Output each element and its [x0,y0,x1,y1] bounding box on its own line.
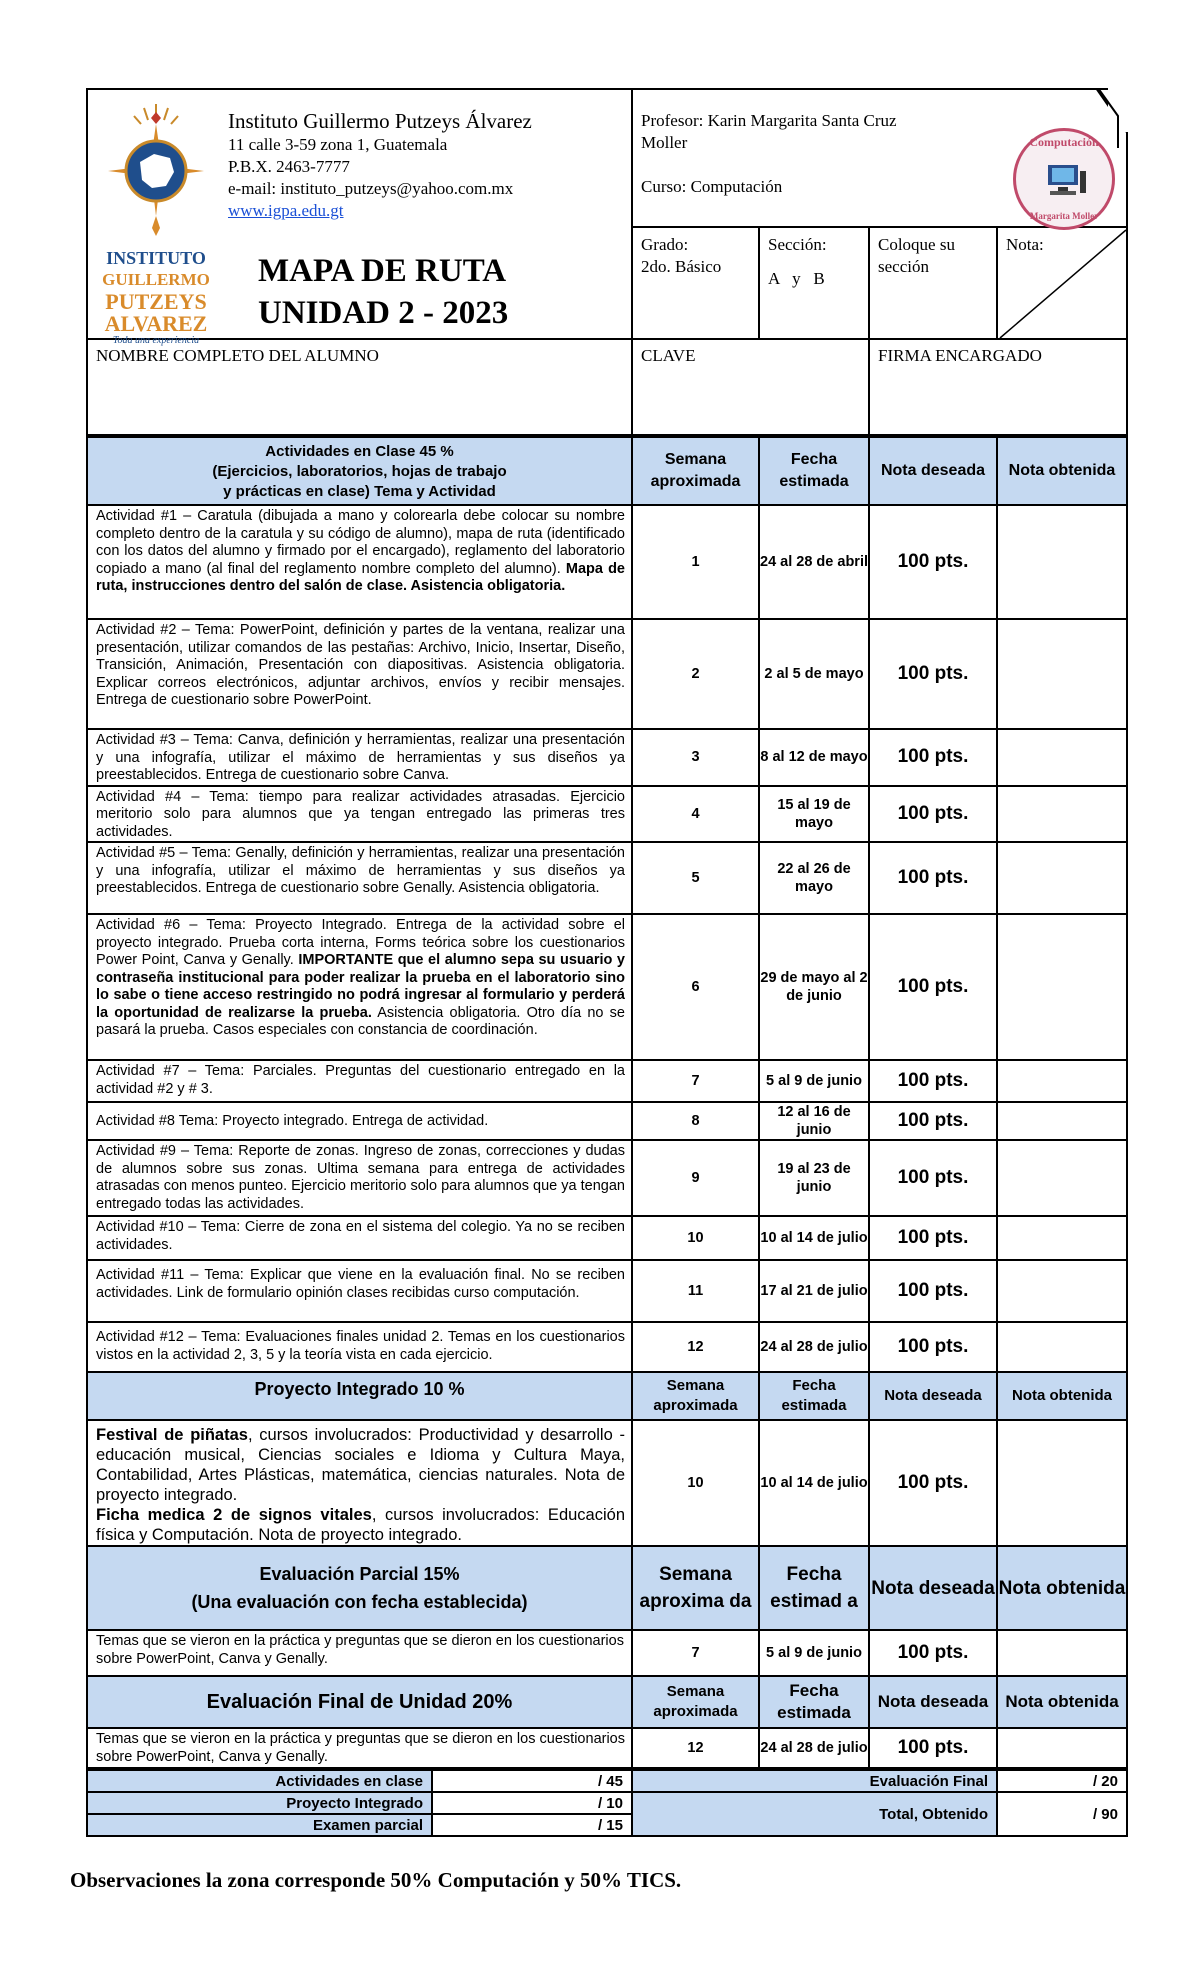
summary-table [86,1769,1128,1837]
activity-description: Actividad #10 – Tema: Cierre de zona en el sistema del colegio. Ya no se reciben actividades. [87,1216,632,1260]
activity-obtained-grade[interactable] [997,505,1127,619]
activity-desired-grade: 100 pts. [869,1102,997,1140]
activity-description: Actividad #7 – Tema: Parciales. Preguntas del cuestionario entregado en la actividad #2 y # 3. [87,1060,632,1102]
institute-cell [87,89,632,346]
badge-bottom-text: Margarita Moller [1029,211,1099,221]
col-obtained-header: Nota obtenida [997,437,1127,505]
class-section-header [87,437,1127,505]
badge-top-text: Computación [1029,135,1099,149]
project-section-title: Proyecto Integrado 10 % [87,1372,632,1420]
activity-week: 2 [632,619,759,729]
table-row [87,914,1127,1060]
col-week-header: Semana aproxima da [632,1546,759,1630]
activity-date: 24 al 28 de julio [759,1322,869,1372]
final-section-title: Evaluación Final de Unidad 20% [87,1676,632,1728]
logo-text-line4: ALVAREZ [104,311,208,336]
activity-desired-grade: 100 pts. [869,842,997,914]
table-row [87,1322,1127,1372]
activity-desired-grade: 100 pts. [869,1216,997,1260]
activity-description: Actividad #12 – Tema: Evaluaciones finales unidad 2. Temas en los cuestionarios vistos en la actividad 2, 3, 5 y la teoría vista en cada ejercicio. [87,1322,632,1372]
activity-obtained-grade[interactable] [997,619,1127,729]
section-cell [759,227,869,339]
activity-date: 29 de mayo al 2 de junio [759,914,869,1060]
final-description: Temas que se vieron en la práctica y preguntas que se dieron en los cuestionarios sobre PowerPoint, Canva y Genally. [87,1728,632,1768]
partial-section-title: Evaluación Parcial 15% [259,1564,460,1584]
col-week-header: Semana aproximada [632,1676,759,1728]
table-row [87,1216,1127,1260]
col-desired-header: Nota deseada [869,1676,997,1728]
activity-week: 8 [632,1102,759,1140]
activities-table [86,436,1128,1769]
col-week-header: Semana aproximada [632,437,759,505]
partial-section-subtitle: (Una evaluación con fecha establecida) [191,1592,528,1612]
col-date-header: Fecha estimada [759,437,869,505]
table-row [87,1102,1127,1140]
activity-text: Actividad #6 – Tema: Proyecto Integrado. Entrega de la actividad sobre el proyecto integrado. Prueba corta interna, Forms teórica sobre los cuestionarios Power Point, Canva y Genally. [96,917,625,968]
institute-address: 11 calle 3-59 zona 1, Guatemala [228,135,448,154]
partial-section-header [87,1546,1127,1630]
partial-week: 7 [632,1630,759,1676]
project-obtained-grade[interactable] [997,1420,1127,1546]
activity-week: 5 [632,842,759,914]
activity-desired-grade: 100 pts. [869,505,997,619]
activity-obtained-grade[interactable] [997,1140,1127,1216]
project-desired-grade: 100 pts. [869,1420,997,1546]
summary-project-value: / 10 [432,1792,632,1814]
activity-desired-grade: 100 pts. [869,914,997,1060]
summary-final-label: Evaluación Final [632,1770,997,1792]
activity-obtained-grade[interactable] [997,1060,1127,1102]
student-name-field[interactable] [87,339,632,435]
key-label: CLAVE [641,346,696,365]
final-date: 24 al 28 de julio [759,1728,869,1768]
institute-website-link[interactable]: www.igpa.edu.gt [228,201,344,220]
table-row [87,505,1127,619]
activity-week: 10 [632,1216,759,1260]
place-section-label: Coloque su sección [878,235,955,276]
activity-description: Actividad #4 – Tema: tiempo para realizar actividades atrasadas. Ejercicio meritorio solo para alumnos que ya tengan entregado las primeras tres actividades. [87,786,632,843]
class-section-subtitle2: y prácticas en clase) Tema y Actividad [223,483,496,500]
col-desired-header: Nota deseada [869,1546,997,1630]
note-label: Nota: [1006,235,1044,254]
partial-desired-grade: 100 pts. [869,1630,997,1676]
summary-total-value: / 90 [997,1792,1127,1836]
table-row [87,1060,1127,1102]
document-subtitle: UNIDAD 2 - 2023 [258,295,509,331]
activity-desired-grade: 100 pts. [869,1060,997,1102]
footer-observations: Observaciones la zona corresponde 50% Computación y 50% TICS. [70,1868,682,1892]
project-item-2-title: Ficha medica 2 de signos vitales [96,1506,372,1524]
table-row [87,729,1127,786]
activity-desired-grade: 100 pts. [869,1322,997,1372]
activity-obtained-grade[interactable] [997,914,1127,1060]
grade-value: 2do. Básico [641,257,722,276]
table-row [87,1140,1127,1216]
activity-description: Actividad #3 – Tema: Canva, definición y herramientas, realizar una presentación y una infografía, utilizar el máximo de herramientas y sus diseños ya preestablecidos. Entrega de cuestionario sobre Canva. [87,729,632,786]
logo-text-line2: GUILLERMO [102,270,210,289]
activity-desired-grade: 100 pts. [869,786,997,843]
table-row [87,842,1127,914]
activity-week: 12 [632,1322,759,1372]
activity-obtained-grade[interactable] [997,1102,1127,1140]
activity-week: 9 [632,1140,759,1216]
col-obtained-header: Nota obtenida [997,1676,1127,1728]
final-week: 12 [632,1728,759,1768]
activity-date: 2 al 5 de mayo [759,619,869,729]
col-desired-header: Nota deseada [869,437,997,505]
final-section-header [87,1676,1127,1728]
student-name-label: NOMBRE COMPLETO DEL ALUMNO [96,346,379,365]
activity-text: Actividad #1 – Caratula (dibujada a mano y colorearla debe colocar su nombre completo dentro de la caratula y su código de alumno), mapa de ruta (identificado con los datos del alumno y firmado por el encargado), reglamento del laboratorio copiado a mano (al final del reglamento nombre completo del alumno). [96,508,625,577]
project-date: 10 al 14 de julio [759,1420,869,1546]
activity-obtained-grade[interactable] [997,1216,1127,1260]
activity-desired-grade: 100 pts. [869,1260,997,1322]
activity-obtained-grade[interactable] [997,842,1127,914]
activity-date: 24 al 28 de abril [759,505,869,619]
project-item-2-text: , cursos involucrados: Educación física y Computación. Nota de proyecto integrado. [96,1506,625,1544]
table-row [87,1630,1127,1676]
col-date-header: Fecha estimad a [759,1546,869,1630]
institute-name: Instituto Guillermo Putzeys Álvarez [228,109,532,133]
table-row [87,1420,1127,1546]
partial-obtained-grade[interactable] [997,1630,1127,1676]
col-desired-header: Nota deseada [869,1372,997,1420]
col-week-header: Semana aproximada [632,1372,759,1420]
activity-date: 12 al 16 de junio [759,1102,869,1140]
activity-description: Actividad #9 – Tema: Reporte de zonas. Ingreso de zonas, correcciones y dudas de alumnos sobre sus zonas. Ultima semana para entrega de actividades atrasadas con menos punteo. Ejercicio meritorio solo para alumnos que ya tengan entregado todas las actividades. [87,1140,632,1216]
signature-field[interactable] [869,339,1127,435]
course-name: Curso: Computación [641,177,783,196]
signature-label: FIRMA ENCARGADO [878,346,1042,365]
activity-date: 5 al 9 de junio [759,1060,869,1102]
professor-cell [632,89,1127,227]
project-item-1-text: , cursos involucrados: Productividad y desarrollo - educación musical, Ciencias sociales e Idioma y Cultura Maya, Contabilidad, Artes Plásticas, matemática, ciencias naturales. Nota de proyecto integrado. [96,1426,625,1504]
class-section-title: Actividades en Clase 45 % [265,443,454,460]
activity-date: 8 al 12 de mayo [759,729,869,786]
summary-exam-label: Examen parcial [87,1814,432,1836]
activity-description: Actividad #11 – Tema: Explicar que viene en la evaluación final. No se reciben actividades. Link de formulario opinión clases recibidas curso computación. [87,1260,632,1322]
activity-obtained-grade[interactable] [997,1322,1127,1372]
logo-text-line1: INSTITUTO [106,248,206,268]
activity-week: 1 [632,505,759,619]
document-title: MAPA DE RUTA [258,253,507,289]
activity-week: 11 [632,1260,759,1322]
summary-class-label: Actividades en clase [87,1770,432,1792]
diagonal-slash-icon [998,228,1128,340]
col-obtained-header: Nota obtenida [997,1372,1127,1420]
compass-emblem-icon [96,96,216,246]
activity-desired-grade: 100 pts. [869,729,997,786]
route-map-document [86,88,1126,1837]
corner-fold-icon [1088,88,1128,148]
activity-date: 10 al 14 de julio [759,1216,869,1260]
activity-week: 3 [632,729,759,786]
partial-date: 5 al 9 de junio [759,1630,869,1676]
activity-description [87,914,632,1060]
activity-week: 7 [632,1060,759,1102]
section-value: A y B [768,269,825,288]
activity-description [87,505,632,619]
activity-description: Actividad #5 – Tema: Genally, definición y herramientas, realizar una presentación y una infografía, utilizar el máximo de herramientas y sus diseños ya preestablecidos. Entrega de cuestionario sobre Genally. Asistencia obligatoria. [87,842,632,914]
grade-label: Grado: [641,235,689,254]
activity-date: 17 al 21 de julio [759,1260,869,1322]
class-section-subtitle1: (Ejercicios, laboratorios, hojas de trabajo [212,463,507,480]
activity-desired-grade: 100 pts. [869,1140,997,1216]
summary-class-value: / 45 [432,1770,632,1792]
activity-description: Actividad #2 – Tema: PowerPoint, definición y partes de la ventana, realizar una presentación, utilizar comandos de las pestañas: Archivo, Inicio, Insertar, Diseño, Transición, Animación, Presentación con diapositivas. Asistencia obligatoria. Explicar correos electrónicos, adjuntar archivos, envíos y recibir mensajes. Entrega de cuestionario sobre PowerPoint. [87,619,632,729]
activity-text-after: Asistencia obligatoria. Otro día no se pasará la prueba. Casos especiales con constancia de coordinación. [96,1004,625,1038]
col-date-header: Fecha estimada [759,1372,869,1420]
col-obtained-header: Nota obtenida [997,1546,1127,1630]
header-table [86,88,1128,436]
table-row [87,786,1127,843]
activity-date: 19 al 23 de junio [759,1140,869,1216]
logo-tagline: Toda una experiencia [112,335,200,346]
project-item-1-title: Festival de piñatas [96,1426,248,1444]
project-week: 10 [632,1420,759,1546]
section-label: Sección: [768,235,827,254]
summary-project-label: Proyecto Integrado [87,1792,432,1814]
table-row [87,1728,1127,1768]
institute-email: e-mail: instituto_putzeys@yahoo.com.mx [228,179,514,198]
logo-text-line3: PUTZEYS [105,289,207,314]
place-section-cell[interactable] [869,227,997,339]
activity-desired-grade: 100 pts. [869,619,997,729]
activity-week: 6 [632,914,759,1060]
project-description [87,1420,632,1546]
activity-bold-text: IMPORTANTE que el alumno sepa su usuario y contraseña institucional para poder realizar la prueba en el laboratorio sino lo sabe o tiene acceso restringido no podrá ingresar al formulario y perderá la oportunidad de realizarse la prueba. [96,952,625,1021]
summary-final-value: / 20 [997,1770,1127,1792]
summary-exam-value: / 15 [432,1814,632,1836]
activity-date: 22 al 26 de mayo [759,842,869,914]
institute-phone: P.B.X. 2463-7777 [228,157,350,176]
activity-description: Actividad #8 Tema: Proyecto integrado. Entrega de actividad. [87,1102,632,1140]
student-key-field[interactable] [632,339,869,435]
table-row [87,1260,1127,1322]
grade-cell [632,227,759,339]
partial-description: Temas que se vieron en la práctica y preguntas que se dieron en los cuestionarios sobre PowerPoint, Canva y Genally. [87,1630,632,1676]
final-desired-grade: 100 pts. [869,1728,997,1768]
activity-bold-text: Mapa de ruta, instrucciones dentro del salón de clase. Asistencia obligatoria. [96,560,625,594]
activity-date: 15 al 19 de mayo [759,786,869,843]
activity-week: 4 [632,786,759,843]
grade-note-cell[interactable] [997,227,1127,339]
institute-logo [96,96,216,346]
final-obtained-grade[interactable] [997,1728,1127,1768]
summary-total-label: Total, Obtenido [632,1792,997,1836]
project-section-header [87,1372,1127,1420]
activity-obtained-grade[interactable] [997,786,1127,843]
activity-obtained-grade[interactable] [997,1260,1127,1322]
activity-obtained-grade[interactable] [997,729,1127,786]
table-row [87,619,1127,729]
col-date-header: Fecha estimada [759,1676,869,1728]
professor-name: Profesor: Karin Margarita Santa Cruz Moller [641,111,897,152]
